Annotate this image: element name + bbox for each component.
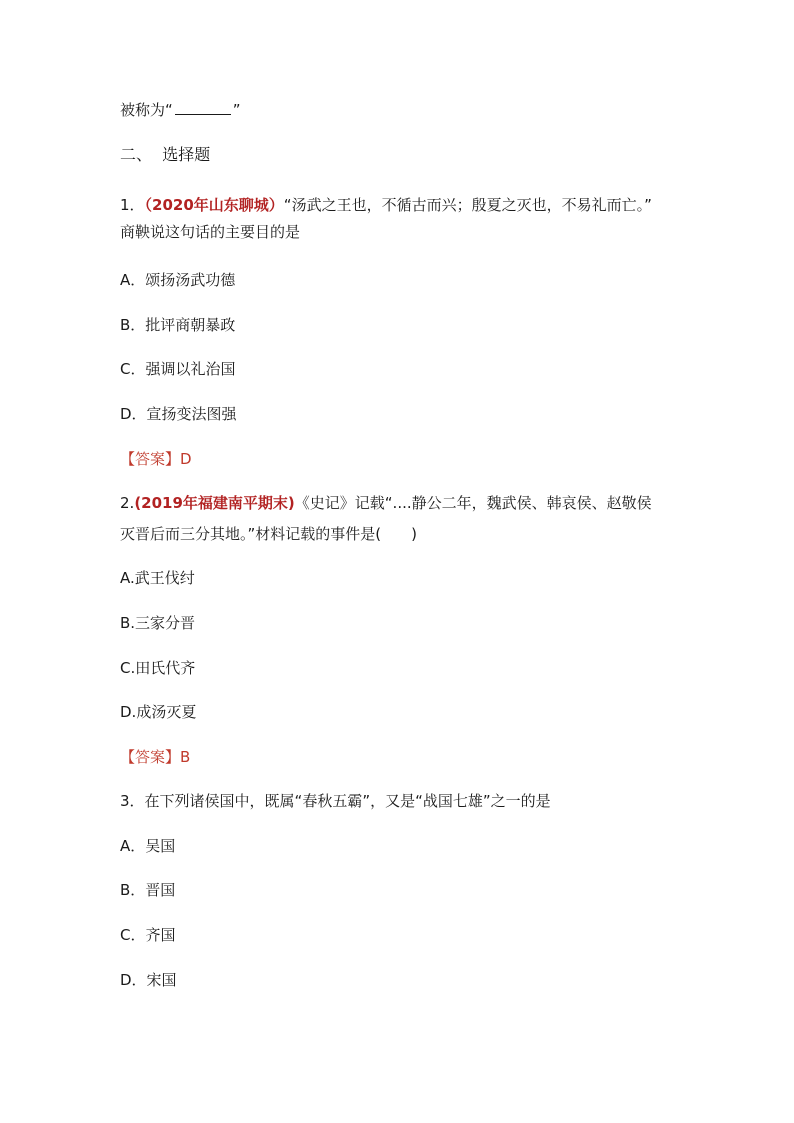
q3-option-b: B．晋国 xyxy=(120,881,176,899)
q2-answer-value: B xyxy=(180,748,191,766)
q3-option-c: C．齐国 xyxy=(120,926,176,944)
q2-line2 xyxy=(120,524,417,544)
q3-number: 3． xyxy=(120,792,145,810)
blank-underline xyxy=(175,100,231,115)
q2-answer xyxy=(120,747,190,767)
q1-option-d: D．宣扬变法图强 xyxy=(120,405,237,423)
q1-option-c: C．强调以礼治国 xyxy=(120,360,236,378)
section-heading xyxy=(120,145,210,165)
q3-option-d: D．宋国 xyxy=(120,971,177,989)
q1-text-2: 商鞅说这句话的主要目的是 xyxy=(120,223,301,241)
q1-number: 1． xyxy=(120,196,145,214)
q2-line1 xyxy=(120,493,652,513)
fill-prefix: 被称为“ xyxy=(120,101,173,119)
q1-line1 xyxy=(120,195,652,215)
fill-suffix: ” xyxy=(232,101,241,119)
q3-option-a: A．吴国 xyxy=(120,837,176,855)
section-title: 选择题 xyxy=(162,145,211,164)
q2-answer-label: 【答案】 xyxy=(120,748,181,766)
q2-option-c: C.田氏代齐 xyxy=(120,659,196,677)
q2-text-1: 《史记》记载“....静公二年，魏武侯、韩哀侯、赵敬侯 xyxy=(294,494,652,512)
q2-source: (2019年福建南平期末) xyxy=(134,494,295,512)
section-number: 二、 xyxy=(120,145,153,164)
q3-text: 在下列诸侯国中，既属“春秋五霸”，又是“战国七雄”之一的是 xyxy=(144,792,551,810)
fill-blank-line xyxy=(120,100,241,120)
q1-answer xyxy=(120,449,192,469)
q2-text-2b: ) xyxy=(411,525,417,543)
q1-line2 xyxy=(120,222,300,242)
q1-source: （2020年山东聊城） xyxy=(144,196,284,214)
q2-number: 2. xyxy=(120,494,135,512)
q2-option-d: D.成汤灭夏 xyxy=(120,703,197,721)
q2-option-a: A.武王伐纣 xyxy=(120,569,195,587)
q1-option-a: A．颂扬汤武功德 xyxy=(120,271,236,289)
q2-option-b: B.三家分晋 xyxy=(120,614,196,632)
q3-line1 xyxy=(120,791,551,811)
q2-text-2a: 灭晋后而三分其地。”材料记载的事件是( xyxy=(120,525,382,543)
q1-option-b: B．批评商朝暴政 xyxy=(120,316,236,334)
q1-text-1: “汤武之王也，不循古而兴；殷夏之灭也，不易礼而亡。” xyxy=(283,196,652,214)
q1-answer-label: 【答案】 xyxy=(120,450,181,468)
q1-answer-value: D xyxy=(180,450,192,468)
